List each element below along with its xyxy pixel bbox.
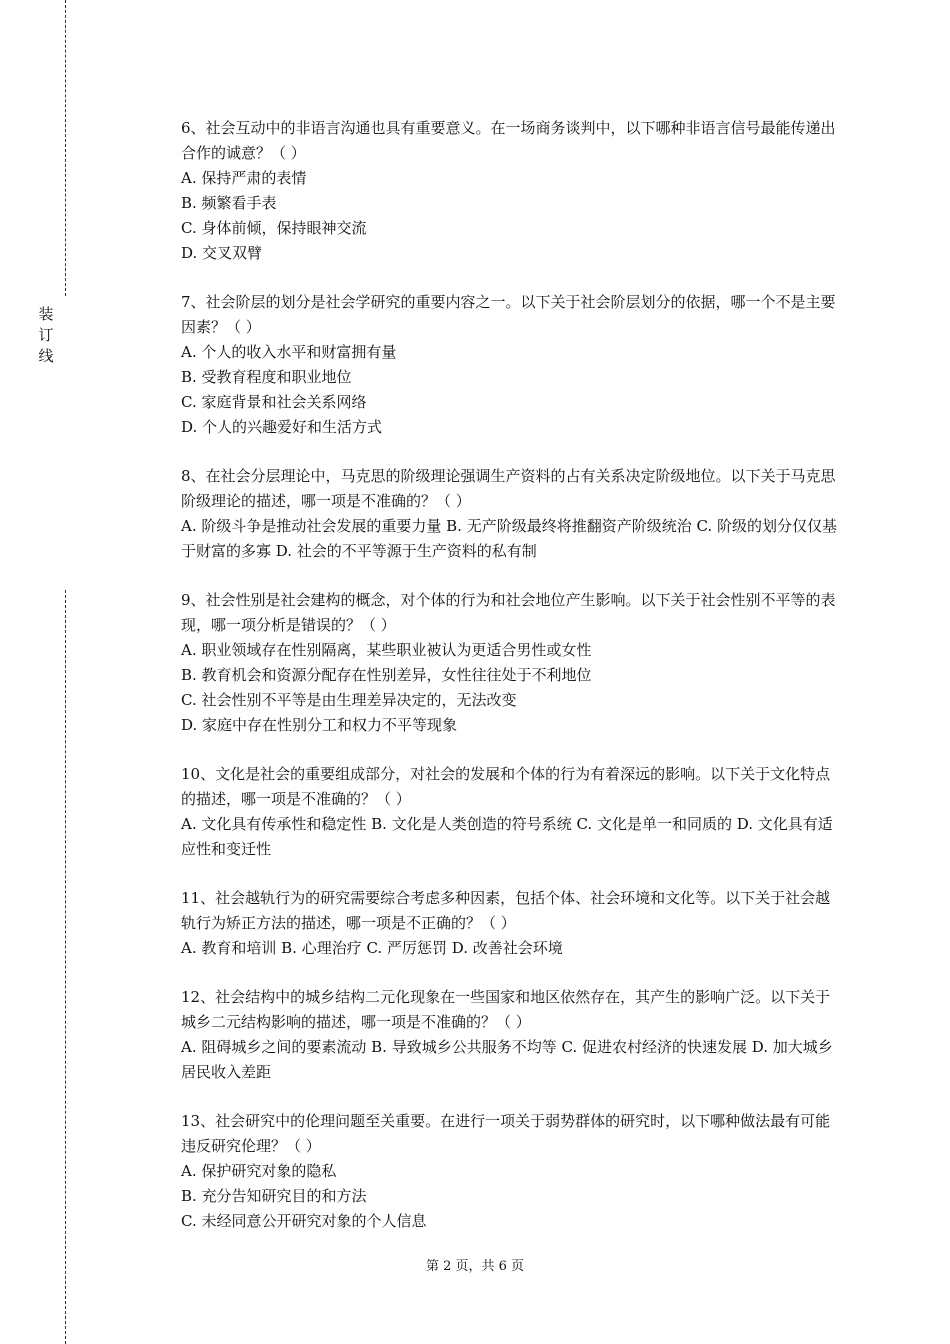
option-c: C. 未经同意公开研究对象的个人信息	[181, 1212, 427, 1230]
question-stem: 13、社会研究中的伦理问题至关重要。在进行一项关于弱势群体的研究时，以下哪种做法最有可能违反研究伦理？（ ）	[181, 1112, 831, 1155]
question-11	[181, 886, 841, 961]
question-6	[181, 116, 841, 266]
page-number: 第 2 页，共 6 页	[425, 1259, 525, 1274]
option-b: B. 受教育程度和职业地位	[181, 368, 352, 386]
option-b: B. 充分告知研究目的和方法	[181, 1187, 367, 1205]
question-stem: 10、文化是社会的重要组成部分，对社会的发展和个体的行为有着深远的影响。以下关于文化特点的描述，哪一项是不准确的？（ ）	[181, 765, 831, 808]
option-c: C. 家庭背景和社会关系网络	[181, 393, 367, 411]
option-a: A. 保护研究对象的隐私	[181, 1162, 337, 1180]
question-9	[181, 588, 841, 738]
question-10	[181, 762, 841, 862]
option-c: C. 身体前倾，保持眼神交流	[181, 219, 367, 237]
binding-dashed-line-top	[65, 0, 66, 296]
option-a: A. 职业领域存在性别隔离，某些职业被认为更适合男性或女性	[181, 641, 592, 659]
question-8	[181, 464, 841, 564]
question-stem: 7、社会阶层的划分是社会学研究的重要内容之一。以下关于社会阶层划分的依据，哪一个不是主要因素？（ ）	[181, 293, 836, 336]
question-13	[181, 1109, 841, 1234]
question-list	[181, 116, 841, 1258]
option-d: D. 个人的兴趣爱好和生活方式	[181, 418, 383, 436]
binding-char: 订	[38, 326, 54, 344]
question-stem: 6、社会互动中的非语言沟通也具有重要意义。在一场商务谈判中，以下哪种非语言信号最能传递出合作的诚意？（ ）	[181, 119, 836, 162]
option-a: A. 个人的收入水平和财富拥有量	[181, 343, 397, 361]
option-d: D. 交叉双臂	[181, 244, 263, 262]
binding-dashed-line-bottom	[65, 590, 66, 1344]
option-c: C. 社会性别不平等是由生理差异决定的，无法改变	[181, 691, 517, 709]
question-stem: 12、社会结构中的城乡结构二元化现象在一些国家和地区依然存在，其产生的影响广泛。以下关于城乡二元结构影响的描述，哪一项是不准确的？（ ）	[181, 988, 831, 1031]
option-b: B. 频繁看手表	[181, 194, 277, 212]
option-a: A. 保持严肃的表情	[181, 169, 307, 187]
question-stem: 9、社会性别是社会建构的概念，对个体的行为和社会地位产生影响。以下关于社会性别不平等的表现，哪一项分析是错误的？（ ）	[181, 591, 836, 634]
question-options-inline: A. 阶级斗争是推动社会发展的重要力量 B. 无产阶级最终将推翻资产阶级统治 C. 阶级的划分仅仅基于财富的多寡 D. 社会的不平等源于生产资料的私有制	[181, 517, 837, 560]
binding-char: 线	[38, 347, 54, 365]
question-stem: 8、在社会分层理论中，马克思的阶级理论强调生产资料的占有关系决定阶级地位。以下关于马克思阶级理论的描述，哪一项是不准确的？（ ）	[181, 467, 836, 510]
question-options-inline: A. 阻碍城乡之间的要素流动 B. 导致城乡公共服务不均等 C. 促进农村经济的快速发展 D. 加大城乡居民收入差距	[181, 1038, 833, 1081]
option-b: B. 教育机会和资源分配存在性别差异，女性往往处于不利地位	[181, 666, 592, 684]
question-7	[181, 290, 841, 440]
question-options-inline: A. 文化具有传承性和稳定性 B. 文化是人类创造的符号系统 C. 文化是单一和同质的 D. 文化具有适应性和变迁性	[181, 815, 833, 858]
question-stem: 11、社会越轨行为的研究需要综合考虑多种因素，包括个体、社会环境和文化等。以下关于社会越轨行为矫正方法的描述，哪一项是不正确的？（ ）	[181, 889, 831, 932]
binding-line-label	[36, 304, 56, 367]
question-options-inline: A. 教育和培训 B. 心理治疗 C. 严厉惩罚 D. 改善社会环境	[181, 939, 563, 957]
binding-char: 装	[38, 305, 54, 323]
option-d: D. 家庭中存在性别分工和权力不平等现象	[181, 716, 458, 734]
question-12	[181, 985, 841, 1085]
